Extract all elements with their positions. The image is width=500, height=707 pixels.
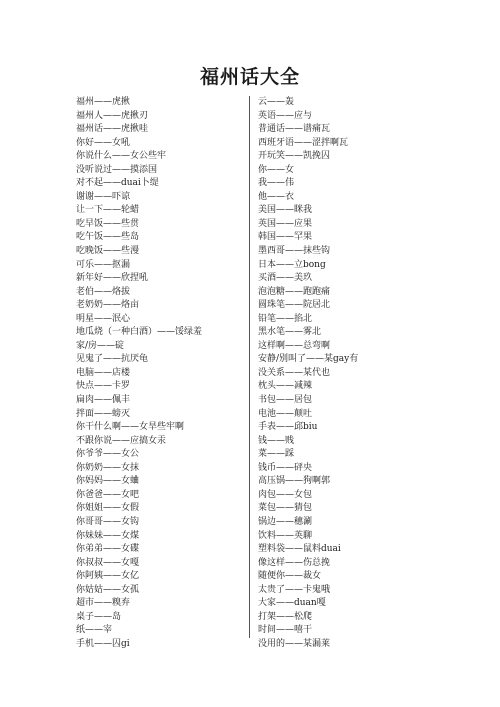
phrase-entry: 韩国——罕果 [258,232,313,243]
phrase-entry: 时间——嘻干 [258,625,313,636]
phrase-entry: 桌子——岛 [76,611,122,622]
phrase-entry: 手机——囚gi [76,638,130,649]
phrase-entry: 新年好——欣捏吼 [76,273,149,284]
phrase-entry: 锅边——穗涮 [258,516,313,527]
phrase-entry: 你妹妹——女煤 [76,530,140,541]
phrase-entry: 钱——贱 [258,435,295,446]
phrase-entry: 你姑姑——女孤 [76,584,140,595]
phrase-entry: 你——女 [258,164,295,175]
phrase-entry: 你干什么啊——女旱些牢啊 [76,422,185,433]
phrase-entry: 大家——duan嘎 [258,598,326,609]
phrase-entry: 日本——立bong [258,259,326,270]
phrase-entry: 你弟弟——女碟 [76,544,140,555]
phrase-entry: 没用的——某漏莱 [258,638,331,649]
phrase-entry: 书包——居包 [258,395,313,406]
phrase-entry: 太贵了——卡鬼哦 [258,584,331,595]
phrase-entry: 明星——泯心 [76,313,131,324]
phrase-entry: 老奶奶——烙亩 [76,300,140,311]
phrase-entry: 英语——应与 [258,110,313,121]
phrase-entry: 吃午饭——些岛 [76,232,140,243]
phrase-entry: 塑料袋——鼠料duai [258,544,341,555]
phrase-entry: 像这样——伤总挽 [258,557,331,568]
phrase-entry: 没听说过——摸添国 [76,164,158,175]
column-divider [249,96,250,638]
phrase-entry: 圆珠笔——院居北 [258,300,331,311]
phrase-entry: 菜包——猜包 [258,503,313,514]
phrase-entry: 快点——卡罗 [76,381,131,392]
phrase-entry: 你奶奶——女抹 [76,462,140,473]
phrase-entry: 打架——松爬 [258,611,313,622]
phrase-entry: 老伯——烙拔 [76,286,131,297]
phrase-entry: 不跟你说——应搞女汞 [76,435,167,446]
phrase-entry: 吃早饭——些贯 [76,218,140,229]
phrase-entry: 纸——宰 [76,625,113,636]
phrase-entry: 地瓜烧（一种白酒）——馁绿羞 [76,327,203,338]
phrase-entry: 手表——邱biu [258,422,318,433]
phrase-entry: 你好——女吼 [76,137,131,148]
phrase-entry: 枕头——减辣 [258,381,313,392]
phrase-entry: 开玩笑——凯挽囚 [258,151,331,162]
phrase-entry: 黑水笔——雾北 [258,327,322,338]
phrase-entry: 福州话——虎揪哇 [76,124,149,135]
phrase-entry: 没关系——某代也 [258,367,331,378]
phrase-entry: 铅笔——掐北 [258,313,313,324]
phrase-entry: 泡泡糖——跑跑痛 [258,286,331,297]
phrase-entry: 肉包——女包 [258,489,313,500]
phrase-entry: 英国——应果 [258,218,313,229]
phrase-entry: 你说什么——女公些牢 [76,151,167,162]
phrase-entry: 你姐姐——女假 [76,503,140,514]
phrase-entry: 你阿姨——女亿 [76,571,140,582]
phrase-entry: 吃晚饭——些漫 [76,246,140,257]
phrase-entry: 见鬼了——抗厌龟 [76,354,149,365]
phrase-entry: 可乐——抠漏 [76,259,131,270]
right-column [258,96,418,651]
phrase-entry: 扁肉——佩丰 [76,395,131,406]
phrase-entry: 他——衣 [258,191,295,202]
phrase-entry: 云——轰 [258,97,295,107]
phrase-entry: 墨西哥——抹些钩 [258,246,331,257]
phrase-entry: 安静/别叫了——某gay有 [258,354,359,365]
phrase-entry: 饮料——英聊 [258,530,313,541]
phrase-entry: 福州人——虎揪刃 [76,110,149,121]
phrase-entry: 你妈妈——女蛐 [76,476,140,487]
phrase-entry: 你爷爷——女公 [76,449,140,460]
phrase-entry: 电脑——店楼 [76,367,131,378]
phrase-entry: 电池——颠吐 [258,408,313,419]
phrase-entry: 这样啊——总弯啊 [258,340,331,351]
phrase-entry: 钱币——砰央 [258,462,313,473]
left-column [76,96,246,651]
phrase-entry: 福州——虎揪 [76,97,131,107]
phrase-entry: 你爸爸——女吧 [76,489,140,500]
phrase-entry: 西班牙语——涩拌啊瓦 [258,137,349,148]
phrase-entry: 买酒——美玖 [258,273,313,284]
phrase-entry: 拌面——螃灭 [76,408,131,419]
phrase-entry: 你叔叔——女嘎 [76,557,140,568]
phrase-entry: 让一下——轮蜡 [76,205,140,216]
phrase-entry: 谢谢——吓谅 [76,191,131,202]
phrase-entry: 美国——眯我 [258,205,313,216]
phrase-entry: 对不起——duai卜缇 [76,178,159,189]
phrase-entry: 普通话——谱痛瓦 [258,124,331,135]
phrase-entry: 我——伟 [258,178,295,189]
phrase-entry: 菜——踩 [258,449,295,460]
phrase-entry: 超市——糗弃 [76,598,131,609]
phrase-entry: 随便你——裁女 [258,571,322,582]
phrase-entry: 你哥哥——女钩 [76,516,140,527]
document-title: 福州话大全 [199,66,300,88]
phrase-entry: 高压锅——狗啊郭 [258,476,331,487]
phrase-entry: 家/房——碇 [76,340,125,351]
